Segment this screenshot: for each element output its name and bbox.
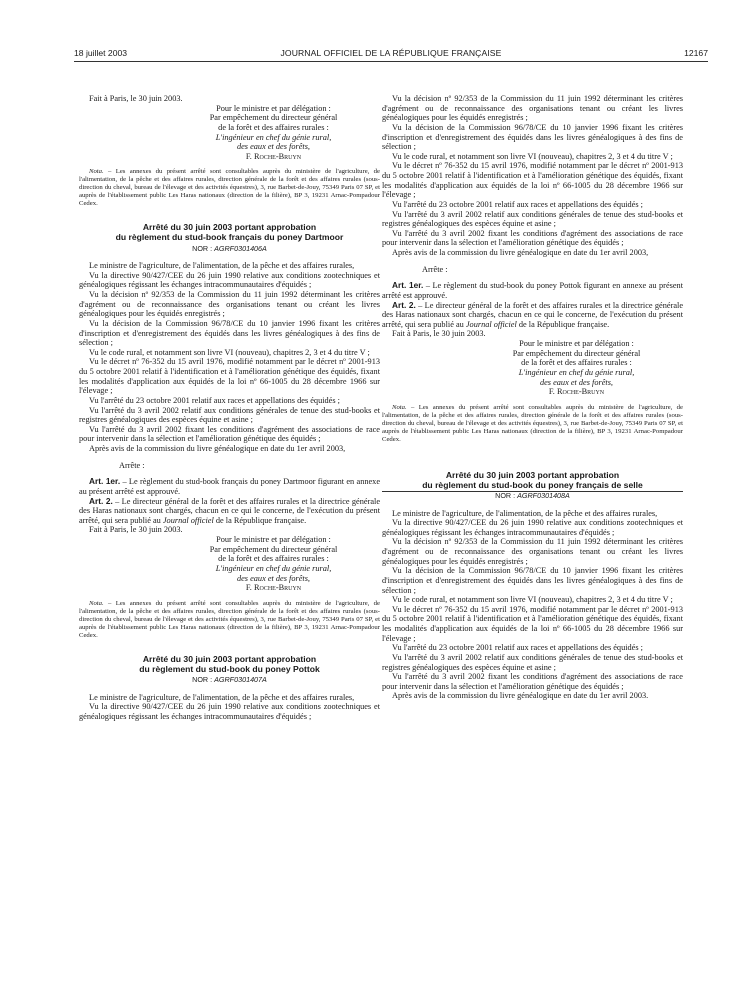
paragraph: Vu la décision nº 92/353 de la Commission du 11 juin 1992 déterminant les critères d'agrément ou de reconnaissance des organisations tenant ou créant les livres généalogiques pour les équidés enregistrés ; [382, 537, 683, 566]
sig-line: des eaux et des forêts, [539, 377, 614, 387]
paragraph: Vu l'arrêté du 23 octobre 2001 relatif aux races et appellations des équidés ; [392, 199, 643, 209]
paragraph: Vu la directive 90/427/CEE du 26 juin 1990 relative aux conditions zootechniques et généalogiques régissant les échanges intracommunautaires d'équidés ; [79, 270, 380, 290]
article-label: Art. 2. [392, 299, 416, 310]
article-2 [382, 301, 683, 330]
sig-name: F. Roche-Bruyn [245, 151, 302, 161]
decree-title-line: Arrêté du 30 juin 2003 portant approbation [142, 653, 317, 664]
sig-line: Pour le ministre et par délégation : [216, 535, 331, 545]
paragraph: Vu la décision nº 92/353 de la Commission du 11 juin 1992 déterminant les critères d'agrément ou de reconnaissance des organisations tenant ou créant les livres généalogiques pour les équidés enregistrés ; [382, 94, 683, 123]
sig-line: Pour le ministre et par délégation : [216, 103, 331, 113]
fait-line: Fait à Paris, le 30 juin 2003. [392, 329, 486, 339]
sig-line: Pour le ministre et par délégation : [519, 339, 634, 348]
article-text: de la République française. [516, 319, 610, 329]
paragraph: Vu l'arrêté du 3 avril 2002 fixant les conditions d'agrément des associations de race pour intervenir dans la sélection et l'amélioration génétique des équidés ; [382, 228, 683, 248]
paragraph: Vu l'arrêté du 3 avril 2002 relatif aux conditions générales de tenue des stud-books et registres généalogiques des espèces équine et asine ; [382, 652, 683, 672]
paragraph: Le ministre de l'agriculture, de l'alimentation, de la pêche et des affaires rurales, [89, 261, 355, 271]
article-text: – Le règlement du stud-book du poney Pottok figurant en annexe au présent arrêté est approuvé. [382, 281, 683, 300]
section-divider [382, 491, 683, 492]
paragraph: Vu le décret nº 76-352 du 15 avril 1976, modifié notamment par le décret nº 2001-913 du 5 octobre 2001 relatif à l'identification et à l'amélioration génétique des équidés, fixant les modalités d'application aux équidés de la loi nº 66-1005 du 28 décembre 1966 sur l'élevage ; [382, 161, 683, 200]
sig-line: des eaux et des forêts, [236, 142, 311, 152]
paragraph: Vu l'arrêté du 3 avril 2002 relatif aux conditions générales de tenue des stud-books et registres généalogiques des espèces équine et asine ; [382, 209, 683, 229]
sig-name: F. Roche-Bruyn [548, 387, 605, 397]
sig-line: de la forêt et des affaires rurales : [521, 358, 632, 368]
paragraph: Vu le décret nº 76-352 du 15 avril 1976, modifié notamment par le décret nº 2001-913 du 5 octobre 2001 relatif à l'identification et à l'amélioration génétique des équidés, fixant les modalités d'application aux équidés de la loi nº 66-1005 du 28 décembre 1966 sur l'élevage ; [382, 604, 683, 643]
signature-block [167, 104, 380, 162]
sig-line: Par empêchement du directeur général [209, 113, 338, 123]
header-page-number: 12167 [684, 48, 708, 58]
paragraph: Vu la décision de la Commission 96/78/CE du 10 janvier 1996 fixant les critères d'inscription et d'enregistrement des équidés dans les livres généalogiques à des fins de sélection ; [382, 122, 683, 152]
paragraph: Le ministre de l'agriculture, de l'alimentation, de la pêche et des affaires rurales, [392, 508, 658, 518]
journal-officiel-ref: Journal officiel [465, 319, 517, 329]
paragraph: Vu l'arrêté du 23 octobre 2001 relatif aux races et appellations des équidés ; [89, 395, 340, 405]
decree-title [382, 470, 683, 490]
nota-paragraph [79, 600, 380, 640]
paragraph: Vu la décision de la Commission 96/78/CE du 10 janvier 1996 fixant les critères d'inscription et d'enregistrement des équidés dans les livres généalogiques à des fins de sélection ; [79, 318, 380, 348]
nota-label: Nota. [89, 599, 104, 607]
paragraph: Vu la décision nº 92/353 de la Commission du 11 juin 1992 déterminant les critères d'agrément ou de reconnaissance des organisations tenant ou créant les livres généalogiques pour les équidés enregistrés ; [79, 290, 380, 319]
nor-label: NOR : [495, 490, 518, 500]
article-text: – Le règlement du stud-book français du poney Dartmoor figurant en annexe au présent arrêté est approuvé. [79, 477, 380, 496]
sig-line: de la forêt et des affaires rurales : [218, 554, 329, 564]
paragraph: Vu l'arrêté du 23 octobre 2001 relatif aux races et appellations des équidés ; [392, 643, 643, 653]
article-1 [382, 281, 683, 300]
article-2 [79, 497, 380, 526]
signature-block [470, 339, 683, 397]
decree-title-line: du règlement du stud-book du poney français de selle [422, 479, 643, 490]
paragraph: Après avis de la commission du livre généalogique en date du 1er avril 2003, [392, 248, 649, 257]
nor-code: AGRF0301407A [214, 674, 267, 684]
right-column [382, 94, 683, 701]
nor-code: AGRF0301408A [517, 490, 570, 500]
page-header [74, 48, 708, 62]
nor-label: NOR : [192, 243, 215, 253]
decree-title-line: Arrêté du 30 juin 2003 portant approbation [142, 222, 317, 233]
paragraph: Le ministre de l'agriculture, de l'alimentation, de la pêche et des affaires rurales, [89, 692, 355, 702]
fait-line: Fait à Paris, le 30 juin 2003. [89, 525, 183, 535]
paragraph: Vu le code rural, et notamment son livre VI (nouveau), chapitres 2, 3 et 4 du titre V ; [89, 347, 370, 357]
nota-label: Nota. [89, 168, 104, 176]
nota-paragraph [79, 168, 380, 208]
article-text: de la République française. [213, 515, 307, 525]
sig-line: Par empêchement du directeur général [512, 348, 641, 358]
article-text: – Le directeur général de la forêt et des affaires rurales et la directrice générale des Haras nationaux sont chargés, chacun en ce qui le concerne, de l'exécution du présent arrêté, qui sera publié au [79, 496, 381, 525]
nor-label: NOR : [192, 674, 215, 684]
paragraph: Vu le code rural, et notamment son livre VI (nouveau), chapitres 2, 3 et 4 du titre V ; [392, 151, 673, 161]
paragraph: Vu l'arrêté du 3 avril 2002 fixant les conditions d'agrément des associations de race pour intervenir dans la sélection et l'amélioration génétique des équidés ; [79, 424, 380, 444]
paragraph: Vu l'arrêté du 3 avril 2002 relatif aux conditions générales de tenue des stud-books et registres généalogiques des espèces équine et asine ; [79, 405, 380, 425]
decree-title [79, 222, 380, 242]
paragraph: Vu la directive 90/427/CEE du 26 juin 1990 relative aux conditions zootechniques et généalogiques régissant les échanges intracommunautaires d'équidés ; [79, 702, 380, 721]
paragraph: Vu le code rural, et notamment son livre VI (nouveau), chapitres 2, 3 et 4 du titre V ; [392, 595, 673, 605]
nor-code: AGRF0301406A [214, 243, 267, 253]
sig-name: F. Roche-Bruyn [245, 583, 302, 593]
nota-paragraph [382, 404, 683, 444]
sig-line: Par empêchement du directeur général [209, 544, 338, 554]
article-1 [79, 477, 380, 496]
paragraph: Vu l'arrêté du 3 avril 2002 fixant les conditions d'agrément des associations de race pour intervenir dans la sélection et l'amélioration génétique des équidés ; [382, 672, 683, 691]
sig-line: des eaux et des forêts, [236, 573, 311, 583]
article-text: – Le directeur général de la forêt et des affaires rurales et la directrice générale des Haras nationaux sont chargés, chacun en ce qui le concerne, de l'exécution du présent arrêté, qui sera publié au [382, 300, 684, 329]
left-column [79, 94, 380, 721]
nor-reference [79, 244, 380, 254]
nota-text: – Les annexes du présent arrêté sont consultables auprès du ministère de l'agriculture, de l'alimentation, de la pêche et des affaires rurales, direction générale de la forêt et des affaires rurales (sous-direction du cheval, bureau de l'élevage et des activités équestres), 3, rue Barbet-de-Jouy, 75349 Paris 07 SP, et auprès de l'établissement public Les Haras nationaux (direction de la filière), BP 3, 19231 Arnac-Pompadour Cedex. [79, 599, 380, 639]
article-label: Art. 1er. [89, 476, 121, 487]
sig-line: de la forêt et des affaires rurales : [218, 122, 329, 132]
paragraph: Vu le décret nº 76-352 du 15 avril 1976, modifié notamment par le décret nº 2001-913 du 5 octobre 2001 relatif à l'identification et à l'amélioration génétique des équidés, fixant les modalités d'application aux équidés de la loi nº 66-1005 du 28 décembre 1966 sur l'élevage ; [79, 357, 380, 396]
article-label: Art. 1er. [392, 280, 424, 291]
journal-officiel-ref: Journal officiel [162, 515, 214, 525]
decree-title-line: du règlement du stud-book français du poney Dartmoor [115, 232, 344, 243]
sig-line: L'ingénieur en chef du génie rural, [215, 132, 332, 142]
article-label: Art. 2. [89, 495, 113, 506]
paragraph: Vu la décision de la Commission 96/78/CE du 10 janvier 1996 fixant les critères d'inscription et d'enregistrement des équidés dans les livres généalogiques à des fins de sélection ; [382, 566, 683, 595]
signature-block [167, 535, 380, 593]
arrete-heading: Arrête : [119, 460, 145, 470]
paragraph: Après avis de la commission du livre généalogique en date du 1er avril 2003. [392, 691, 649, 701]
decree-title-line: du règlement du stud-book du poney Pottok [139, 663, 320, 674]
fait-line: Fait à Paris, le 30 juin 2003. [89, 94, 183, 103]
paragraph: Après avis de la commission du livre généalogique en date du 1er avril 2003, [89, 444, 346, 454]
header-date: 18 juillet 2003 [74, 48, 128, 58]
nota-text: – Les annexes du présent arrêté sont consultables auprès du ministère de l'agriculture, de l'alimentation, de la pêche et des affaires rurales, direction générale de la forêt et des affaires rurales (sous-direction du cheval, bureau de l'élevage et des activités équestres), 3, rue Barbet-de-Jouy, 75349 Paris 07 SP, et auprès de l'établissement public Les Haras nationaux (direction de la filière), BP 3, 19231 Arnac-Pompadour Cedex. [382, 403, 683, 443]
nota-label: Nota. [392, 403, 407, 411]
nor-reference [382, 491, 683, 501]
decree-title [79, 654, 380, 674]
paragraph: Vu la directive 90/427/CEE du 26 juin 1990 relative aux conditions zootechniques et généalogiques régissant les échanges intracommunautaires d'équidés ; [382, 518, 683, 537]
header-rule [74, 61, 708, 62]
header-journal-title: JOURNAL OFFICIEL DE LA RÉPUBLIQUE FRANÇAISE [280, 48, 502, 58]
sig-line: L'ingénieur en chef du génie rural, [518, 367, 635, 377]
nota-text: – Les annexes du présent arrêté sont consultables auprès du ministère de l'agriculture, de l'alimentation, de la pêche et des affaires rurales, direction générale de la forêt et des affaires rurales (sous-direction du cheval, bureau de l'élevage et des activités équestres), 3, rue Barbet-de-Jouy, 75349 Paris 07 SP, et auprès de l'établissement public Les Haras nationaux (direction de la filière), BP 3, 19231 Arnac-Pompadour Cedex. [79, 168, 380, 208]
sig-line: L'ingénieur en chef du génie rural, [215, 563, 332, 573]
decree-title-line: Arrêté du 30 juin 2003 portant approbation [445, 469, 620, 480]
arrete-heading: Arrête : [422, 264, 448, 274]
nor-reference [79, 675, 380, 685]
